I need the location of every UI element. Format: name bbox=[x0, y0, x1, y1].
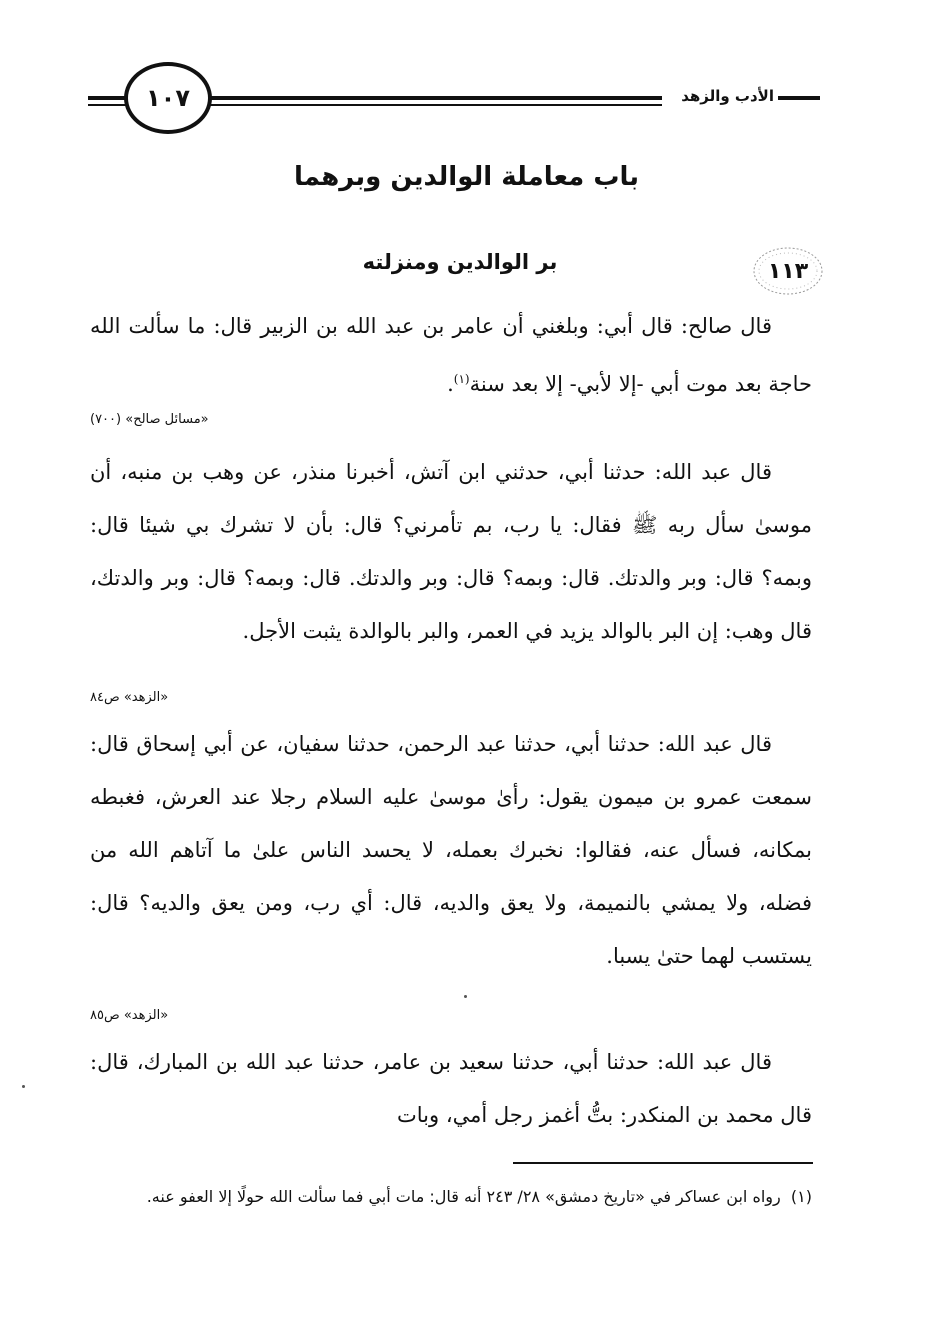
paragraph-text: قال عبد الله: حدثنا أبي، حدثني ابن آتش، أخبرنا منذر، عن وهب بن منبه، أن موسىٰ سأل ربه ﷺ فقال: يا رب، بم تأمرني؟ قال: بأن لا تشرك بي شيئا قال: وبمه؟ قال: وبر والدتك. قال: وبمه؟ قال: وبر والدتك. قال: وبمه؟ قال: وبر والدتك، قال وهب: إن البر بالوالد يزيد في العمر، والبر بالوالدة يثبت الأجل. bbox=[90, 460, 812, 643]
scan-speck bbox=[464, 995, 467, 998]
page-header bbox=[88, 60, 820, 142]
paragraph-text: قال عبد الله: حدثنا أبي، حدثنا عبد الرحمن، حدثنا سفيان، عن أبي إسحاق قال: سمعت عمرو بن ميمون يقول: رأىٰ موسىٰ عليه السلام رجلا عند العرش، فغبطه بمكانه، فسأل عنه، فقالوا: نخبرك بعمله، لا يحسد الناس علىٰ ما آتاهم الله من فضله، ولا يمشي بالنميمة، ولا يعق والديه، قال: أي رب، ومن يعق والديه؟ قال: يستسب لهما حتىٰ يسبا. bbox=[90, 732, 812, 968]
paragraph-text-end: . bbox=[447, 372, 454, 396]
section-number: ١١٣ bbox=[767, 258, 809, 284]
footnote-marker: (١) bbox=[790, 1187, 812, 1206]
paragraph-2 bbox=[90, 446, 812, 658]
paragraph-3 bbox=[90, 718, 812, 983]
header-rule-left bbox=[88, 96, 128, 100]
paragraph-1 bbox=[90, 300, 812, 411]
header-rule-right bbox=[208, 96, 662, 100]
paragraph-text: قال عبد الله: حدثنا أبي، حدثنا سعيد بن عامر، حدثنا عبد الله بن المبارك، قال: قال محمد بن المنكدر: بتُّ أغمز رجل أمي، وبات bbox=[90, 1050, 812, 1127]
header-rule-right-thin bbox=[208, 104, 662, 106]
section-number-badge bbox=[752, 246, 824, 296]
citation-2: «الزهد» ص٨٤ bbox=[90, 690, 169, 705]
footnote-reference: (١) bbox=[453, 372, 470, 386]
chapter-title: باب معاملة الوالدين وبرهما bbox=[294, 162, 639, 192]
citation-3: «الزهد» ص٨٥ bbox=[90, 1008, 169, 1023]
paragraph-text: قال صالح: قال أبي: وبلغني أن عامر بن عبد الله بن الزبير قال: ما سألت الله حاجة بعد موت أبي -إلا لأبي- إلا بعد سنة bbox=[90, 314, 812, 396]
paragraph-4 bbox=[90, 1036, 812, 1142]
running-title: الأدب والزهد bbox=[681, 87, 774, 105]
footnote-separator bbox=[513, 1162, 813, 1164]
footnote-1 bbox=[90, 1180, 812, 1214]
scan-speck bbox=[22, 1085, 25, 1088]
header-rule-end bbox=[778, 96, 820, 100]
section-title: بر الوالدين ومنزلته bbox=[362, 250, 558, 274]
citation-1: «مسائل صالح» (٧٠٠) bbox=[90, 412, 209, 427]
footnote-text: رواه ابن عساكر في «تاريخ دمشق» ٢٨/ ٢٤٣ أنه قال: مات أبي فما سألت الله حولًا إلا العفو عنه. bbox=[146, 1187, 781, 1206]
page-number: ١٠٧ bbox=[124, 62, 212, 134]
header-rule-left-thin bbox=[88, 104, 128, 106]
